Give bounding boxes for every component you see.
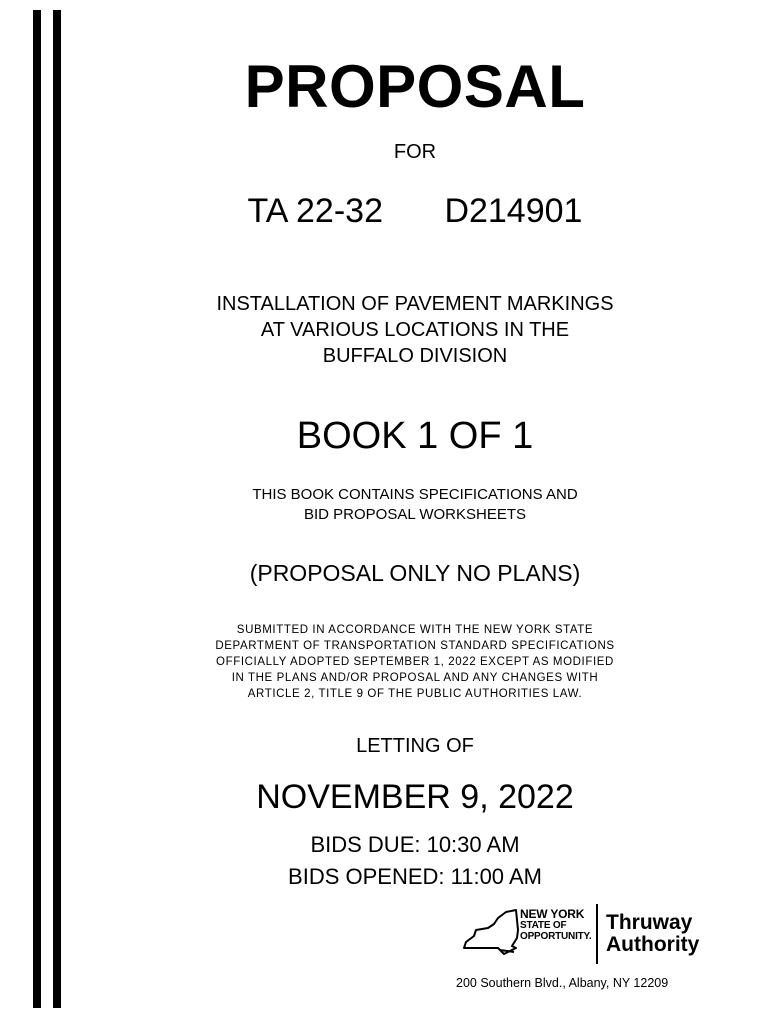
contract-code: D214901 — [444, 192, 583, 230]
binding-bar-left — [33, 10, 41, 1008]
description-line: AT VARIOUS LOCATIONS IN THE — [260, 319, 570, 341]
agency-wordmark — [606, 912, 699, 956]
legal-statement — [60, 622, 770, 702]
legal-line: SUBMITTED IN ACCORDANCE WITH THE NEW YORK STATE — [236, 624, 594, 636]
logo-divider — [596, 904, 598, 964]
letting-date: NOVEMBER 9, 2022 — [256, 778, 574, 816]
project-description — [60, 291, 770, 369]
legal-line: ARTICLE 2, TITLE 9 OF THE PUBLIC AUTHORITIES LAW. — [247, 688, 583, 700]
description-line: BUFFALO DIVISION — [322, 345, 508, 367]
ny-wordmark-line: STATE OF — [520, 920, 567, 931]
ny-wordmark-line: NEW YORK — [520, 907, 585, 921]
legal-line: IN THE PLANS AND/OR PROPOSAL AND ANY CHANGES WITH — [231, 672, 599, 684]
new-york-state-outline-icon — [460, 908, 520, 958]
agency-wordmark-line: Thruway — [606, 911, 693, 934]
ny-wordmark-line: OPPORTUNITY. — [520, 931, 592, 942]
ny-state-wordmark — [520, 909, 592, 942]
legal-line: OFFICIALLY ADOPTED SEPTEMBER 1, 2022 EXCEPT AS MODIFIED — [216, 656, 614, 668]
letting-label: LETTING OF — [356, 735, 474, 757]
for-label: FOR — [393, 141, 437, 163]
bids-opened: BIDS OPENED: 11:00 AM — [288, 864, 542, 889]
bids-due: BIDS DUE: 10:30 AM — [310, 832, 520, 857]
agency-wordmark-line: Authority — [606, 933, 700, 956]
thruway-authority-logo — [460, 902, 710, 966]
book-contents-line: THIS BOOK CONTAINS SPECIFICATIONS AND — [252, 486, 578, 503]
page-title: PROPOSAL — [244, 53, 586, 120]
contract-identifier — [60, 192, 770, 231]
book-contents-line: BID PROPOSAL WORKSHEETS — [304, 506, 526, 523]
description-line: INSTALLATION OF PAVEMENT MARKINGS — [216, 293, 614, 315]
agency-address: 200 Southern Blvd., Albany, NY 12209 — [456, 976, 669, 990]
legal-line: DEPARTMENT OF TRANSPORTATION STANDARD SPECIFICATIONS — [215, 640, 615, 652]
book-contents — [60, 485, 770, 525]
proposal-note: (PROPOSAL ONLY NO PLANS) — [249, 560, 581, 586]
book-number: BOOK 1 OF 1 — [296, 415, 534, 457]
contract-number: TA 22-32 — [247, 192, 383, 230]
